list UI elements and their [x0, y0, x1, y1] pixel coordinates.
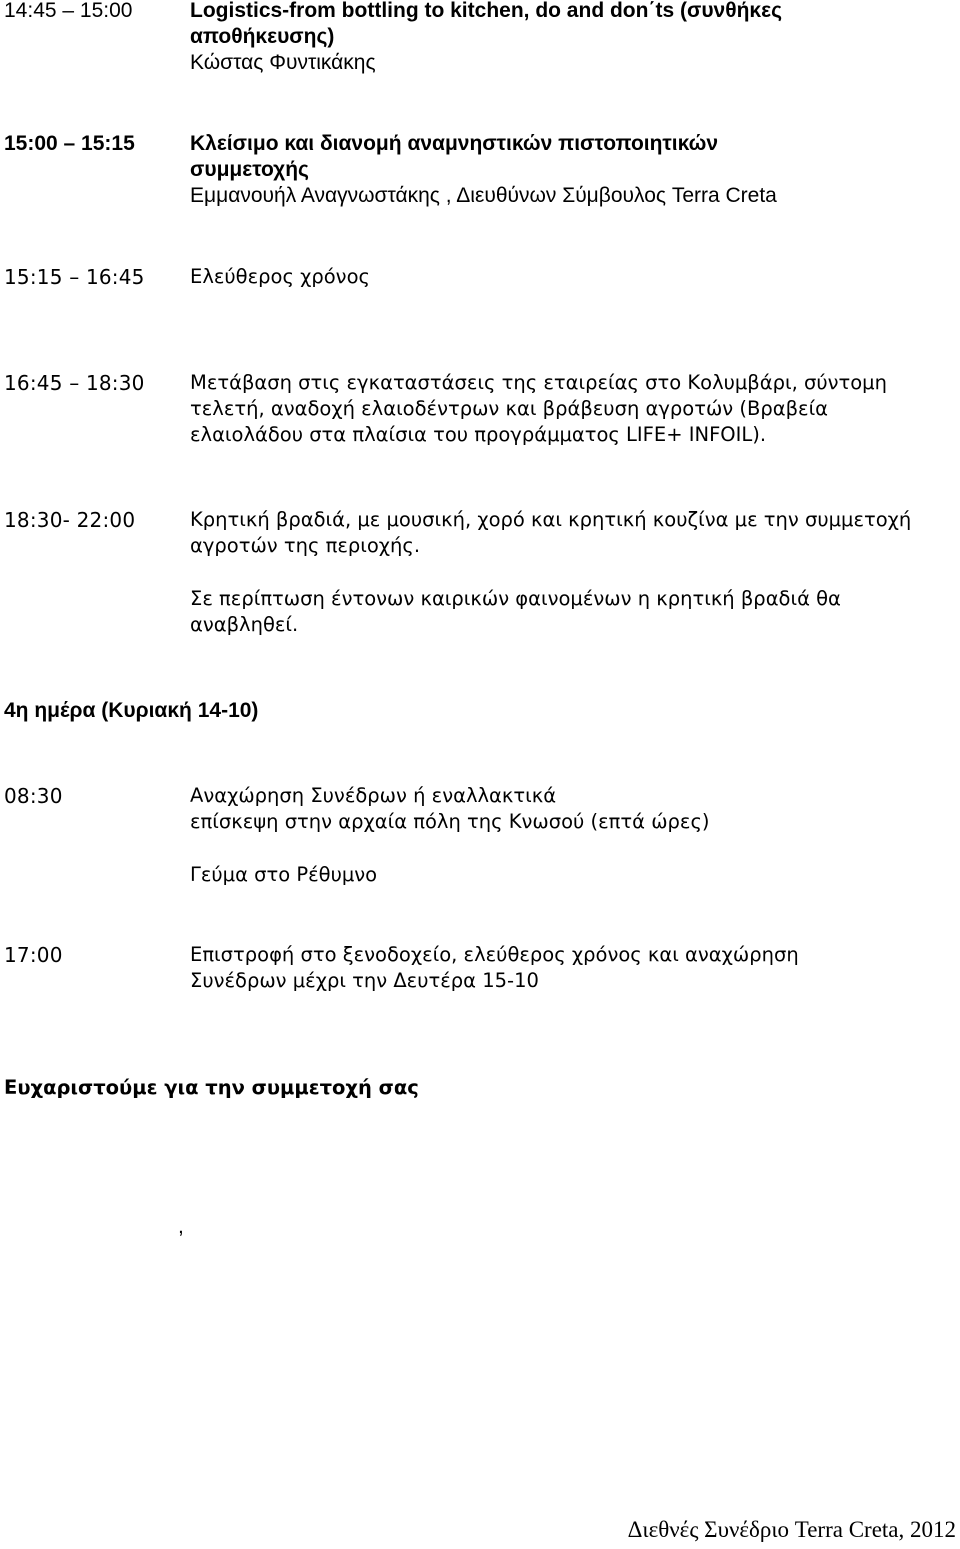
entry-title-line: Logistics-from bottling to kitchen, do and don΄ts (συνθήκες — [190, 0, 782, 22]
entry-note-line: Σε περίπτωση έντονων καιρικών φαινομένων η κρητική βραδιά θα — [190, 587, 841, 610]
entry-speaker: Κώστας Φυντικάκης — [190, 51, 376, 74]
entry-detail-line: αγροτών της περιοχής. — [190, 534, 421, 557]
entry-content — [190, 370, 960, 448]
entry-title-line: Κλείσιμο και διανομή αναμνηστικών πιστοποιητικών — [190, 132, 719, 155]
entry-title-line: συμμετοχής — [190, 158, 309, 181]
entry-content — [190, 264, 960, 290]
entry-detail-line: Ελεύθερος χρόνος — [190, 265, 370, 288]
entry-content — [190, 507, 960, 638]
entry-detail-line: επίσκεψη στην αρχαία πόλη της Κνωσού (επτά ώρες) — [190, 810, 710, 833]
entry-note-line: Γεύμα στο Ρέθυμνο — [190, 863, 378, 886]
entry-detail-line: Κρητική βραδιά, με μουσική, χορό και κρητική κουζίνα με την συμμετοχή — [190, 508, 912, 531]
entry-content — [190, 131, 960, 209]
page-footer: Διεθνές Συνέδριο Terra Creta, 2012 — [627, 1517, 956, 1542]
entry-detail-line: ελαιολάδου στα πλαίσια του προγράμματος LIFE+ INFOIL). — [190, 423, 767, 446]
entry-detail-line: Συνέδρων μέχρι την Δευτέρα 15-10 — [190, 969, 539, 992]
entry-detail-line: τελετή, αναδοχή ελαιοδέντρων και βράβευση αγροτών (Βραβεία — [190, 397, 829, 420]
entry-time: 18:30- 22:00 — [4, 508, 136, 532]
entry-note-line: αναβληθεί. — [190, 613, 299, 636]
entry-title-line: αποθήκευσης) — [190, 25, 335, 48]
stray-comma: , — [178, 1215, 184, 1238]
entry-detail-line: Αναχώρηση Συνέδρων ή εναλλακτικά — [190, 784, 557, 807]
entry-time: 14:45 – 15:00 — [4, 0, 133, 22]
entry-time: 16:45 – 18:30 — [4, 371, 145, 395]
entry-time: 15:15 – 16:45 — [4, 265, 145, 289]
entry-speaker: Εμμανουήλ Αναγνωστάκης , Διευθύνων Σύμβουλος Terra Creta — [190, 184, 777, 207]
entry-time: 08:30 — [4, 784, 63, 808]
entry-detail-line: Μετάβαση στις εγκαταστάσεις της εταιρείας στο Κολυμβάρι, σύντομη — [190, 371, 887, 394]
entry-content — [190, 942, 960, 994]
entry-content — [190, 0, 960, 76]
entry-content — [190, 783, 960, 888]
day-heading: 4η ημέρα (Κυριακή 14-10) — [4, 699, 259, 722]
entry-detail-line: Επιστροφή στο ξενοδοχείο, ελεύθερος χρόνος και αναχώρηση — [190, 943, 799, 966]
entry-time: 17:00 — [4, 943, 63, 967]
entry-time: 15:00 – 15:15 — [4, 132, 135, 155]
closing-thanks: Ευχαριστούμε για την συμμετοχή σας — [4, 1076, 419, 1099]
